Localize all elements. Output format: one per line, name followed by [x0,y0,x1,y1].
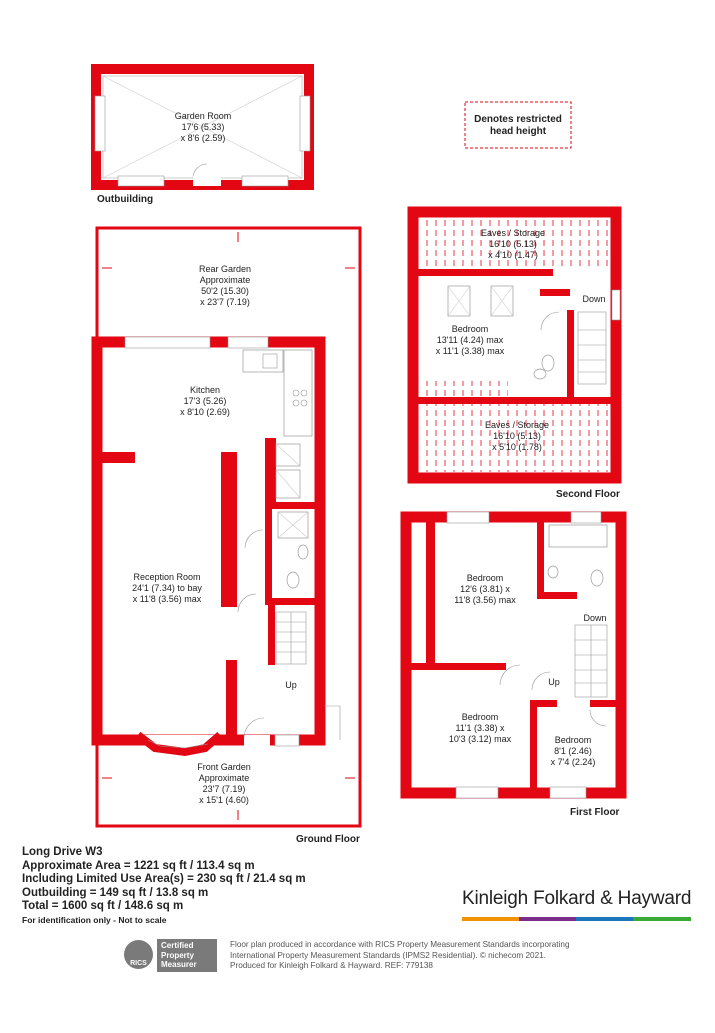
disclaimer-line-1: Floor plan produced in accordance with RICS Property Measurement Standards incorporating [230,940,570,949]
ground-floor-plan [97,228,360,826]
bedroom-1f-c-dim1: 8'1 (2.46) [554,746,592,756]
eaves-bottom-name: Eaves / Storage [484,420,550,430]
rear-garden-name: Rear Garden [198,264,252,274]
eaves-top-dim2: x 4'10 (1.47) [488,250,538,260]
reception-name: Reception Room [133,572,201,582]
garden-room-dim1: 17'6 (5.33) [181,122,225,132]
area-line-4: Total = 1600 sq ft / 148.6 sq m [22,900,184,912]
bedroom-2f-name: Bedroom [451,324,489,334]
stairs-down-second: Down [582,294,606,304]
rics-logo: RICS [124,940,153,969]
bedroom-1f-c-dim2: x 7'4 (2.24) [550,757,596,767]
stairs-down-first: Down [583,613,607,623]
bedroom-2f-dim1: 13'11 (4.24) max [436,335,504,345]
reception-dim1: 24'1 (7.34) to bay [132,583,202,593]
stairs-up-ground: Up [285,680,297,690]
area-summary [22,846,306,927]
restricted-legend-box [465,102,571,148]
eaves-bottom-dim2: x 5'10 (1.78) [492,442,542,452]
bedroom-1f-a-dim2: 11'8 (3.56) max [454,595,516,605]
eaves-top-name: Eaves / Storage [480,228,546,238]
outbuilding-plan [95,69,310,186]
legend-label-2: head height [489,126,547,137]
kitchen-name: Kitchen [189,385,221,395]
bedroom-1f-b-name: Bedroom [461,712,499,722]
bedroom-2f-dim2: x 11'1 (3.38) max [435,346,505,356]
legend-label-1: Denotes restricted [474,114,562,125]
front-garden-name: Front Garden [197,762,251,772]
rics-badge [124,940,219,974]
disclaimer-line-2: International Property Measurement Standards (IPMS2 Residential). © nichecom 2021. [230,950,546,960]
brand-bar-purple [519,917,576,921]
rear-garden-dim1: 50'2 (15.30) [201,286,249,296]
caption-ground-floor: Ground Floor [296,834,360,845]
kitchen-dim1: 17'3 (5.26) [183,396,227,406]
garden-room-dim2: x 8'6 (2.59) [180,133,226,143]
rear-garden-sub: Approximate [199,275,251,285]
bedroom-1f-c-name: Bedroom [554,735,592,745]
bedroom-1f-a-name: Bedroom [466,573,504,583]
area-line-2: Including Limited Use Area(s) = 230 sq ft / 21.4 sq m [22,873,306,885]
front-garden-dim2: x 15'1 (4.60) [199,795,249,805]
reception-dim2: x 11'8 (3.56) max [132,594,202,604]
brand-bar-green [633,917,691,921]
caption-second-floor: Second Floor [556,489,620,500]
eaves-top-dim1: 16'10 (5.13) [489,239,537,249]
bedroom-1f-b-dim1: 11'1 (3.38) x [455,723,505,733]
eaves-bottom-dim1: 16'10 (5.13) [493,431,541,441]
rics-certified-label: Certified Property Measurer [157,939,217,972]
garden-room-name: Garden Room [174,111,232,121]
area-line-3: Outbuilding = 149 sq ft / 13.8 sq m [22,886,209,899]
stairs-up-first: Up [548,677,560,687]
disclaimer-line-3: Produced for Kinleigh Folkard & Hayward. REF: 779138 [230,961,433,970]
address: Long Drive W3 [22,846,103,858]
brand-bar-orange [462,917,519,921]
disclaimer [230,940,610,972]
second-floor-plan [413,212,620,478]
front-garden-sub: Approximate [198,773,250,783]
front-garden-dim1: 23'7 (7.19) [202,784,246,794]
kitchen-dim2: x 8'10 (2.69) [180,407,230,417]
caption-first-floor: First Floor [570,807,620,818]
scale-note: For identification only - Not to scale [22,914,167,925]
rear-garden-dim2: x 23'7 (7.19) [200,297,250,307]
brand-name: Kinleigh Folkard & Hayward [462,888,692,909]
bedroom-1f-b-dim2: 10'3 (3.12) max [448,734,512,744]
first-floor-plan [406,512,621,798]
caption-outbuilding: Outbuilding [97,194,154,205]
brand-bar-blue [576,917,633,921]
bedroom-1f-a-dim1: 12'6 (3.81) x [460,584,510,594]
area-line-1: Approximate Area = 1221 sq ft / 113.4 sq m [22,859,255,872]
